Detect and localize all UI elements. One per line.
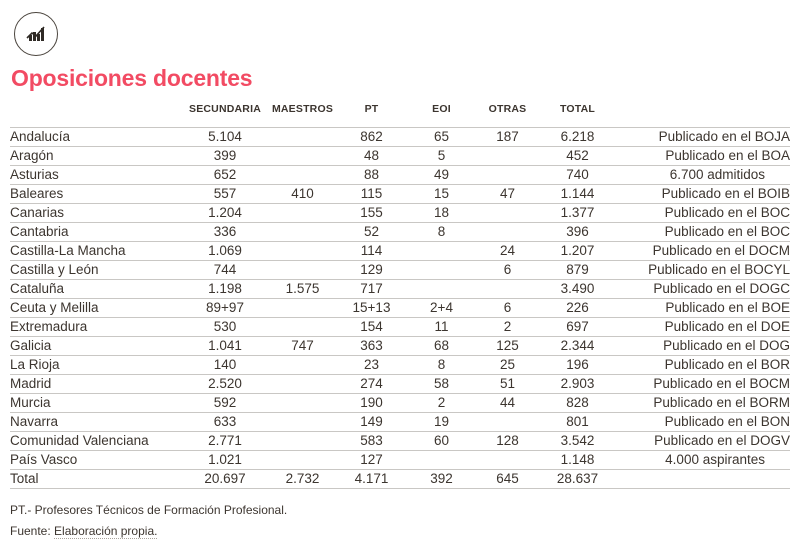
value-cell: 11 — [434, 319, 449, 334]
value-cell: 25 — [499, 357, 516, 372]
table-body — [10, 128, 790, 489]
value-cell — [270, 432, 335, 451]
value-cell — [270, 299, 335, 318]
value-cell: 828 — [566, 395, 589, 410]
value-cell: 740 — [566, 167, 589, 182]
value-cell: 1.198 — [208, 281, 242, 296]
value-cell: 452 — [566, 148, 589, 163]
column-header-secundaria: SECUNDARIA — [188, 103, 261, 115]
region-cell: Cataluña — [10, 281, 65, 296]
region-cell: Comunidad Valenciana — [10, 433, 149, 448]
note-cell: Publicado en el BOC — [664, 224, 790, 239]
value-cell: 2.520 — [208, 376, 242, 391]
value-cell: 15+13 — [352, 300, 391, 315]
note-cell: Publicado en el DOCM — [652, 243, 790, 258]
value-cell: 28.637 — [556, 471, 599, 486]
value-cell — [475, 204, 540, 223]
value-cell: 862 — [360, 129, 383, 144]
value-cell: 747 — [291, 338, 314, 353]
value-cell: 19 — [433, 414, 450, 429]
value-cell: 8 — [437, 224, 446, 239]
value-cell: 652 — [213, 167, 237, 182]
value-cell: 88 — [363, 167, 380, 182]
region-cell: Navarra — [10, 414, 59, 429]
value-cell: 115 — [360, 186, 383, 201]
value-cell: 154 — [360, 319, 383, 334]
note-cell: Publicado en el BOCM — [653, 376, 790, 391]
value-cell: 717 — [360, 281, 383, 296]
region-cell: Castilla y León — [10, 262, 99, 277]
value-cell: 196 — [566, 357, 589, 372]
column-header-pt: PT — [364, 103, 379, 115]
region-cell: Aragón — [10, 148, 54, 163]
value-cell: 2.732 — [285, 471, 320, 486]
region-cell: La Rioja — [10, 357, 60, 372]
value-cell: 68 — [433, 338, 450, 353]
value-cell: 20.697 — [204, 471, 246, 486]
value-cell: 127 — [360, 452, 383, 467]
value-cell: 6.218 — [560, 129, 595, 144]
value-cell — [475, 166, 540, 185]
table-row — [10, 299, 790, 318]
value-cell: 8 — [437, 357, 446, 372]
value-cell: 6 — [503, 300, 512, 315]
value-cell: 5.104 — [208, 129, 242, 144]
table-row — [10, 261, 790, 280]
value-cell: 1.041 — [208, 338, 242, 353]
table-row — [10, 375, 790, 394]
value-cell: 65 — [433, 129, 450, 144]
table-row — [10, 166, 790, 185]
value-cell: 2.903 — [560, 376, 595, 391]
value-cell: 47 — [499, 186, 516, 201]
value-cell — [270, 166, 335, 185]
value-cell: 4.171 — [354, 471, 389, 486]
table-row — [10, 242, 790, 261]
source-link[interactable]: Elaboración propia. — [54, 524, 158, 538]
value-cell — [270, 375, 335, 394]
table-row-total — [10, 470, 790, 489]
value-cell: 3.542 — [560, 433, 595, 448]
value-cell: 1.207 — [560, 243, 595, 258]
value-cell: 633 — [213, 414, 237, 429]
value-cell: 879 — [566, 262, 589, 277]
value-cell — [270, 413, 335, 432]
region-cell: Cantabria — [10, 224, 69, 239]
value-cell: 410 — [291, 186, 314, 201]
value-cell — [408, 280, 475, 299]
table-row — [10, 280, 790, 299]
footnotes — [10, 500, 790, 542]
value-cell — [270, 451, 335, 470]
value-cell — [270, 261, 335, 280]
value-cell — [270, 204, 335, 223]
value-cell: 744 — [213, 262, 237, 277]
value-cell: 396 — [566, 224, 589, 239]
region-column-header — [10, 99, 180, 128]
value-cell: 645 — [496, 471, 519, 486]
value-cell: 60 — [433, 433, 450, 448]
table-row — [10, 413, 790, 432]
region-cell: Castilla-La Mancha — [10, 243, 126, 258]
value-cell: 392 — [430, 471, 453, 486]
value-cell: 1.148 — [560, 452, 595, 467]
note-cell: Publicado en el BOJA — [658, 129, 790, 144]
note-cell: Publicado en el DOG — [663, 338, 790, 353]
value-cell: 114 — [360, 243, 383, 258]
value-cell — [475, 413, 540, 432]
value-cell: 52 — [363, 224, 380, 239]
note-cell: Publicado en el BORM — [653, 395, 790, 410]
table-row — [10, 223, 790, 242]
value-cell: 801 — [566, 414, 589, 429]
value-cell: 530 — [213, 319, 237, 334]
value-cell — [408, 451, 475, 470]
value-cell: 155 — [360, 205, 383, 220]
note-cell: Publicado en el BOIB — [661, 186, 790, 201]
region-cell: Extremadura — [10, 319, 88, 334]
value-cell: 1.144 — [560, 186, 595, 201]
region-cell: Asturias — [10, 167, 59, 182]
value-cell: 23 — [363, 357, 380, 372]
value-cell: 190 — [360, 395, 383, 410]
column-header-total: TOTAL — [559, 103, 596, 115]
value-cell: 697 — [566, 319, 589, 334]
value-cell — [475, 451, 540, 470]
region-cell: Baleares — [10, 186, 64, 201]
pt-footnote: PT.- Profesores Técnicos de Formación Profesional. — [10, 503, 288, 517]
region-cell: Ceuta y Melilla — [10, 300, 99, 315]
note-cell: Publicado en el BOCYL — [648, 262, 790, 277]
table-row — [10, 318, 790, 337]
value-cell: 336 — [213, 224, 237, 239]
table-row — [10, 451, 790, 470]
note-cell: Publicado en el BOE — [665, 300, 790, 315]
value-cell: 1.069 — [208, 243, 242, 258]
value-cell: 2.771 — [208, 433, 242, 448]
value-cell: 5 — [437, 148, 446, 163]
page-title: Oposiciones docentes — [11, 65, 253, 91]
table-row — [10, 204, 790, 223]
note-cell: Publicado en el DOGV — [654, 433, 790, 448]
table-row — [10, 432, 790, 451]
value-cell — [270, 128, 335, 147]
oposiciones-table — [10, 99, 790, 489]
value-cell — [270, 394, 335, 413]
table-row — [10, 356, 790, 375]
value-cell: 1.377 — [560, 205, 595, 220]
value-cell: 149 — [360, 414, 383, 429]
region-cell: Murcia — [10, 395, 51, 410]
region-cell: Total — [10, 471, 39, 486]
note-cell — [615, 470, 790, 489]
value-cell: 1.204 — [208, 205, 242, 220]
region-cell: Madrid — [10, 376, 52, 391]
value-cell — [475, 280, 540, 299]
value-cell: 592 — [213, 395, 237, 410]
value-cell: 129 — [360, 262, 383, 277]
bar-chart-trend-icon — [24, 22, 48, 46]
note-cell: 6.700 admitidos — [669, 167, 765, 182]
value-cell — [270, 223, 335, 242]
value-cell: 2 — [503, 319, 512, 334]
value-cell: 24 — [499, 243, 516, 258]
value-cell — [408, 261, 475, 280]
table-row — [10, 337, 790, 356]
value-cell: 2.344 — [560, 338, 595, 353]
note-cell: Publicado en el BOA — [665, 148, 790, 163]
value-cell: 140 — [213, 357, 237, 372]
source-prefix: Fuente: — [10, 524, 51, 538]
source-line — [10, 521, 790, 542]
table-header-row — [10, 99, 790, 128]
value-cell: 128 — [496, 433, 519, 448]
value-cell: 583 — [360, 433, 383, 448]
value-cell: 1.575 — [285, 281, 320, 296]
region-cell: Canarias — [10, 205, 65, 220]
value-cell: 49 — [433, 167, 450, 182]
column-header-eoi: EOI — [432, 103, 451, 115]
value-cell: 2+4 — [430, 300, 453, 315]
note-cell: Publicado en el BOR — [664, 357, 790, 372]
table-row — [10, 185, 790, 204]
notes-column-header — [615, 99, 790, 128]
note-cell: Publicado en el BOC — [664, 205, 790, 220]
value-cell: 48 — [363, 148, 380, 163]
value-cell: 6 — [503, 262, 512, 277]
value-cell: 557 — [213, 186, 237, 201]
note-cell: Publicado en el BON — [664, 414, 790, 429]
value-cell: 3.490 — [560, 281, 595, 296]
column-header-maestros: MAESTROS — [271, 103, 334, 115]
value-cell: 274 — [360, 376, 383, 391]
value-cell: 1.021 — [208, 452, 242, 467]
value-cell: 51 — [499, 376, 516, 391]
value-cell — [270, 147, 335, 166]
value-cell — [270, 242, 335, 261]
value-cell: 399 — [213, 148, 237, 163]
table-row — [10, 147, 790, 166]
region-cell: Galicia — [10, 338, 52, 353]
value-cell — [270, 356, 335, 375]
brand-logo — [14, 12, 58, 56]
region-cell: Andalucía — [10, 129, 71, 144]
value-cell — [270, 318, 335, 337]
value-cell: 2 — [437, 395, 446, 410]
value-cell — [408, 242, 475, 261]
value-cell: 18 — [433, 205, 450, 220]
value-cell: 89+97 — [206, 300, 244, 315]
value-cell: 15 — [433, 186, 450, 201]
note-cell: Publicado en el DOE — [664, 319, 790, 334]
value-cell: 58 — [433, 376, 450, 391]
value-cell: 226 — [566, 300, 589, 315]
table-row — [10, 128, 790, 147]
note-cell: 4.000 aspirantes — [665, 452, 765, 467]
value-cell: 44 — [499, 395, 516, 410]
value-cell — [475, 223, 540, 242]
value-cell: 187 — [496, 129, 519, 144]
value-cell: 363 — [360, 338, 383, 353]
note-cell: Publicado en el DOGC — [653, 281, 790, 296]
value-cell: 125 — [496, 338, 519, 353]
region-cell: País Vasco — [10, 452, 78, 467]
table-row — [10, 394, 790, 413]
value-cell — [475, 147, 540, 166]
column-header-otras: OTRAS — [488, 103, 527, 115]
